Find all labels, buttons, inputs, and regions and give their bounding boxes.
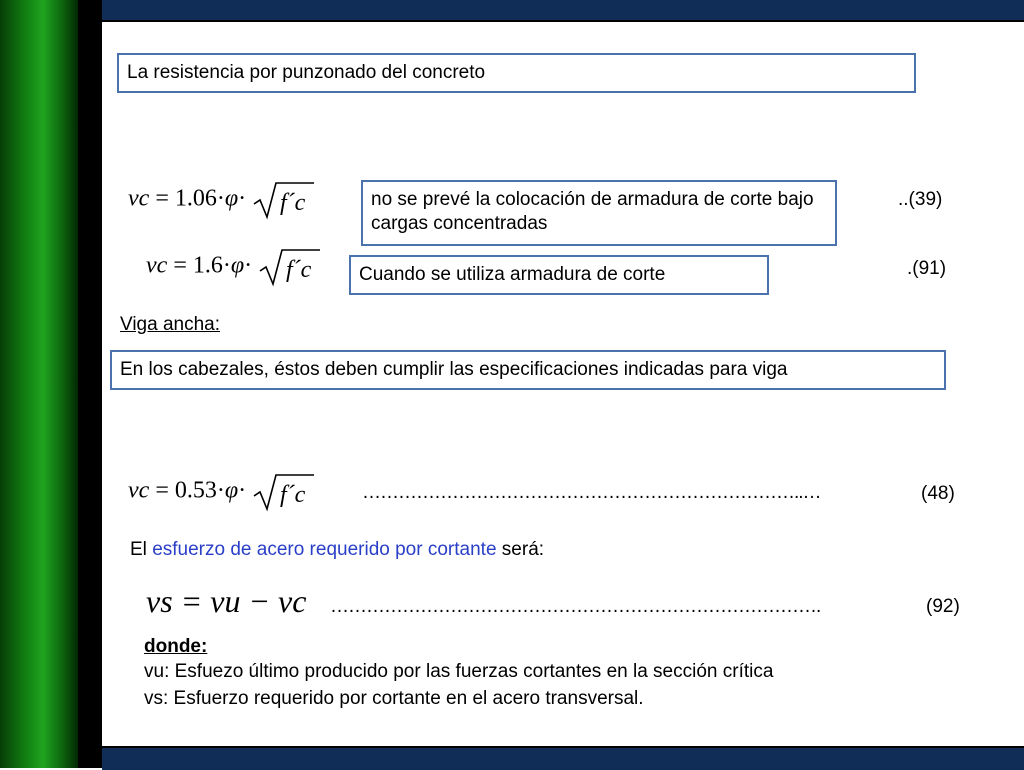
formula-phi: φ bbox=[230, 252, 245, 279]
definition-vs: vs: Esfuerzo requerido por cortante en el acero transversal. bbox=[144, 688, 644, 709]
viga-ancha-heading: Viga ancha: bbox=[120, 314, 221, 335]
sentence-part3: será: bbox=[496, 539, 545, 560]
sqrt-symbol bbox=[258, 247, 320, 287]
note-con-armadura-text: Cuando se utiliza armadura de corte bbox=[359, 264, 666, 285]
leader-dots-48: ………………………………………………………………..… bbox=[362, 482, 821, 503]
decorative-left-bar bbox=[0, 0, 78, 768]
eq-number-48: (48) bbox=[921, 483, 955, 504]
sqrt-radicand: f´c bbox=[286, 257, 312, 283]
decorative-top-band bbox=[102, 0, 1024, 22]
formula-vc-106: vc = 1.06·φ· f´c bbox=[128, 180, 314, 220]
formula-lhs: vc bbox=[146, 252, 168, 279]
sentence-emphasis: esfuerzo de acero requerido por cortante bbox=[152, 539, 497, 560]
title-text: La resistencia por punzonado del concreto bbox=[127, 62, 486, 83]
viga-box-text: En los cabezales, éstos deben cumplir las especificaciones indicadas para viga bbox=[120, 359, 788, 380]
formula-lhs: vc bbox=[128, 477, 150, 504]
decorative-bottom-band bbox=[102, 746, 1024, 770]
formula-vs: vs = vu − vc bbox=[146, 583, 307, 619]
sentence-part1: El bbox=[130, 539, 153, 560]
formula-coef: 0.53 bbox=[174, 477, 217, 504]
eq-number-91: .(91) bbox=[907, 258, 947, 279]
note-con-armadura bbox=[349, 255, 769, 295]
formula-coef: 1.06 bbox=[174, 185, 217, 212]
formula-phi: φ bbox=[224, 185, 239, 212]
viga-box bbox=[110, 350, 946, 390]
sqrt-radicand: f´c bbox=[280, 482, 306, 508]
eq-number-39: ..(39) bbox=[898, 189, 943, 210]
leader-dots-92: ………………………………………………………………………. bbox=[330, 596, 821, 617]
formula-vc-16: vc = 1.6·φ· f´c bbox=[146, 247, 320, 287]
sqrt-symbol bbox=[252, 472, 314, 512]
sqrt-radicand: f´c bbox=[280, 190, 306, 216]
eq-number-92: (92) bbox=[926, 596, 960, 617]
definition-vu: vu: Esfuezo último producido por las fuerzas cortantes en la sección crítica bbox=[144, 661, 774, 682]
donde-label: donde: bbox=[144, 636, 208, 657]
formula-vc-053: vc = 0.53·φ· f´c bbox=[128, 472, 314, 512]
note-no-armadura-text: no se prevé la colocación de armadura de corte bajo cargas concentradas bbox=[371, 189, 814, 234]
formula-coef: 1.6 bbox=[192, 252, 223, 279]
formula-phi: φ bbox=[224, 477, 239, 504]
formula-lhs: vc bbox=[128, 185, 150, 212]
shear-sentence bbox=[130, 539, 544, 561]
decorative-black-strip bbox=[78, 0, 102, 768]
sqrt-symbol bbox=[252, 180, 314, 220]
title-box bbox=[117, 53, 916, 93]
note-no-armadura bbox=[361, 180, 837, 246]
